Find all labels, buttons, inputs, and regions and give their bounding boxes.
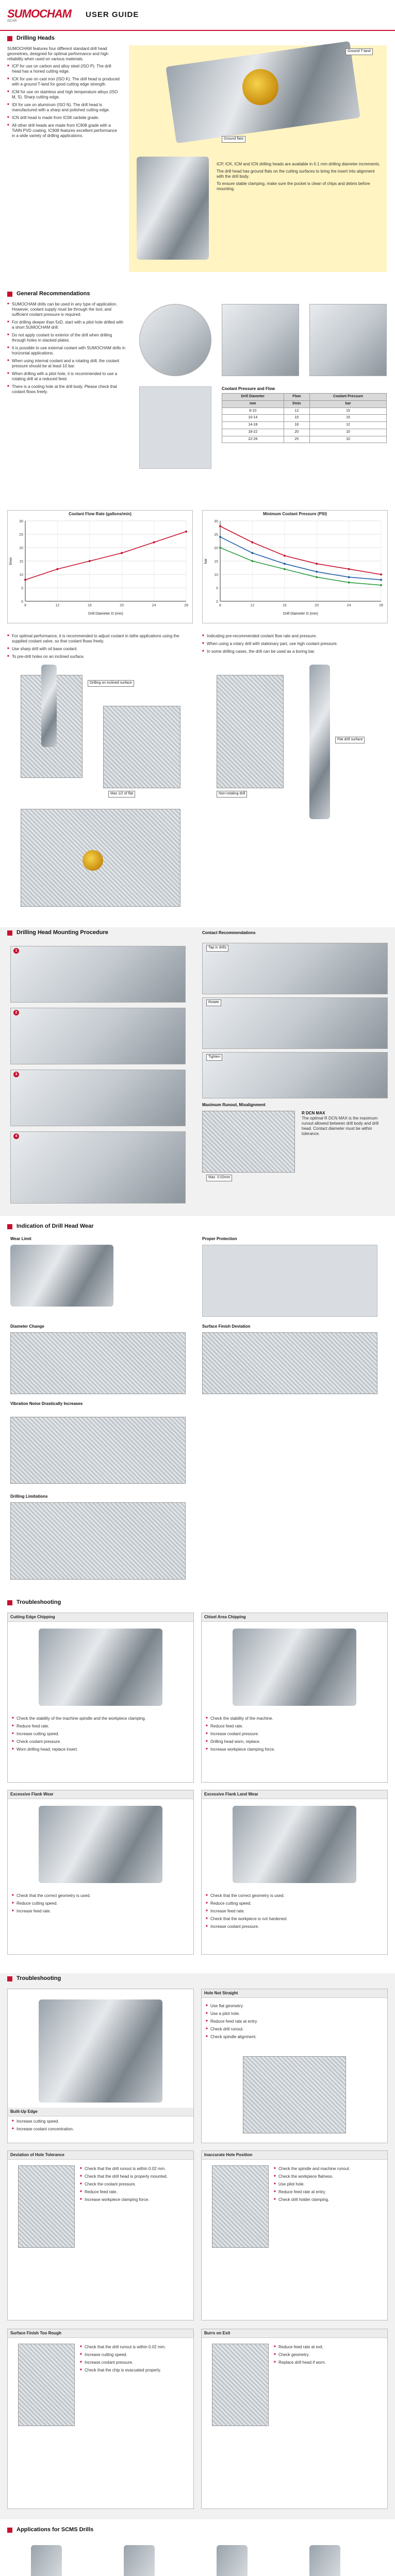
diameter-change-label: Diameter Change bbox=[10, 1324, 44, 1329]
panel-item: ■ Check that the correct geometry is used. bbox=[206, 1893, 384, 1899]
panel-chisel-chipping bbox=[201, 1613, 388, 1783]
table-unit: l/min bbox=[284, 400, 309, 408]
chipping-illustration bbox=[39, 1629, 162, 1706]
panel-title: Built-Up Edge bbox=[8, 2108, 193, 2116]
x-axis-label: Drill Diameter D (mm) bbox=[283, 612, 318, 616]
panel-item: ■ Check the spindle and machine runout. bbox=[274, 2166, 385, 2172]
recs-right bbox=[202, 634, 388, 657]
pressure-chart-svg bbox=[203, 517, 386, 618]
y-axis-label: l/min bbox=[9, 557, 13, 565]
wear-limit-illustration bbox=[10, 1245, 113, 1307]
bullet: ■ SUMOCHAM drills can be used in any type of application. However, coolant supply must be through the tool, and sufficient coolant pressure is required. bbox=[7, 302, 126, 317]
data-point bbox=[121, 552, 123, 554]
drill-body-photo bbox=[222, 304, 299, 376]
bullet: ■ When using a rotary drill with stationary part, use high coolant pressure. bbox=[202, 641, 388, 647]
x-tick-label: 16 bbox=[282, 604, 287, 607]
applications-title: Applications for SCMS Drills bbox=[17, 2527, 94, 2533]
coolant-table-title: Coolant Pressure and Flow bbox=[222, 386, 275, 391]
recs-left bbox=[7, 634, 193, 662]
data-point bbox=[316, 571, 318, 573]
table-cell: 10 bbox=[310, 436, 387, 443]
coolant-nozzle-illustration bbox=[139, 386, 211, 469]
table-row bbox=[222, 436, 387, 443]
panel-hole-not-straight bbox=[201, 1989, 388, 2143]
panel-built-up-edge bbox=[7, 1989, 194, 2143]
panel-item: ■ Increase coolant pressure. bbox=[206, 1924, 384, 1929]
runout-title: Maximum Runout, Misalignment bbox=[202, 1103, 266, 1107]
table-cell: 15 bbox=[310, 408, 387, 415]
table-cell: 12 bbox=[284, 408, 309, 415]
recs-left-bullets bbox=[7, 634, 193, 659]
panel-burrs-on-exit bbox=[201, 2329, 388, 2509]
drill-illustration bbox=[41, 665, 57, 747]
x-tick-label: 12 bbox=[55, 604, 60, 607]
table-cell: 18-22 bbox=[222, 429, 284, 436]
table-cell: 8-10 bbox=[222, 408, 284, 415]
panel-items bbox=[206, 2004, 384, 2042]
panel-item: ■ Reduce feed rate. bbox=[12, 1724, 190, 1729]
mounting-section bbox=[0, 927, 395, 1216]
max-flat-note: Max 1/2 of flat bbox=[108, 791, 135, 798]
panel-items bbox=[274, 2345, 385, 2368]
y-tick-label: 15 bbox=[19, 560, 23, 564]
ground-flats-callout: Ground flats bbox=[222, 136, 245, 143]
panel-item: ■ Check that the workpiece is not hardened. bbox=[206, 1917, 384, 1922]
panel-title: Deviation of Hole Tolerance bbox=[8, 2151, 193, 2160]
panel-item: ■ Use a pilot hole. bbox=[206, 2011, 384, 2016]
mount-step-1 bbox=[10, 946, 186, 1003]
drilling-heads-notes bbox=[217, 162, 382, 194]
table-row bbox=[222, 415, 387, 422]
drilling-heads-section bbox=[0, 33, 395, 280]
drilling-heads-title: Drilling Heads bbox=[17, 35, 55, 41]
panel-title: Surface Finish Too Rough bbox=[8, 2329, 193, 2338]
wear-indication-section bbox=[0, 1221, 395, 1592]
troubleshooting-1-title: Troubleshooting bbox=[17, 1599, 61, 1605]
panel-item: ■ Increase cutting speed. bbox=[12, 1732, 190, 1737]
data-point bbox=[56, 568, 58, 570]
wear-heading bbox=[0, 1221, 395, 1232]
y-axis-label: bar bbox=[204, 558, 208, 564]
bullet: ■ There is a cooling hole at the drill body. Please check that coolant flows freely. bbox=[7, 384, 126, 395]
bullet: ■ ICP for use on carbon and alloy steel (ISO P). The drill head has a honed cutting edge. bbox=[7, 64, 121, 74]
flank-land-illustration bbox=[233, 1806, 356, 1883]
x-tick-label: 28 bbox=[184, 604, 188, 607]
y-tick-label: 15 bbox=[214, 560, 218, 564]
page-header bbox=[0, 0, 395, 31]
protection-illustration bbox=[202, 1245, 377, 1317]
bullet: ■ IDI for use on aluminum (ISO N). The drill head is manufactured with a sharp and polished cutting edge. bbox=[7, 103, 121, 113]
x-tick-label: 24 bbox=[347, 604, 351, 607]
panel-items bbox=[80, 2166, 191, 2205]
page-title: USER GUIDE bbox=[86, 10, 139, 19]
surface-finish-illustration bbox=[202, 1332, 377, 1394]
bullet: ■ In some drilling cases, the drill can be used as a boring bar. bbox=[202, 649, 388, 654]
data-point bbox=[89, 560, 91, 562]
step-badge: 2 bbox=[13, 1010, 19, 1015]
wear-title: Indication of Drill Head Wear bbox=[17, 1223, 94, 1229]
x-tick-label: 20 bbox=[120, 604, 124, 607]
x-tick-label: 8 bbox=[24, 604, 26, 607]
proper-protection-label: Proper Protection bbox=[202, 1236, 237, 1241]
long-drill-illustration bbox=[309, 665, 330, 819]
panel-item: ■ Check the stability of the machine. bbox=[206, 1716, 384, 1721]
series-line bbox=[220, 548, 381, 585]
troubleshooting-1-section bbox=[0, 1597, 395, 1968]
panel-hole-tolerance bbox=[7, 2150, 194, 2320]
panel-item: ■ Increase workpiece clamping force. bbox=[206, 1747, 384, 1752]
bullet: ■ When drilling with a pilot hole, it is recommended to use a rotating drill at a reduced feed. bbox=[7, 371, 126, 382]
data-point bbox=[284, 555, 286, 557]
panel-flank-land-wear bbox=[201, 1790, 388, 1955]
section-marker bbox=[7, 1224, 12, 1229]
drilling-heads-intro: SUMOCHAM features four different standard drill head geometries, designed for optimal performance and high reliability when used on various materials. bbox=[7, 46, 109, 61]
contact-photo-3 bbox=[202, 1052, 388, 1098]
step-badge: 4 bbox=[13, 1133, 19, 1139]
table-cell: 18 bbox=[284, 422, 309, 429]
insert-detail bbox=[83, 850, 103, 871]
panel-items bbox=[80, 2345, 191, 2376]
x-tick-label: 16 bbox=[87, 604, 92, 607]
section-marker bbox=[7, 2528, 12, 2533]
table-cell: 10 bbox=[310, 429, 387, 436]
side-note: The drill head has ground flats on the cutting surfaces to bring the insert into alignment with the drill body. bbox=[217, 169, 375, 179]
tolerance-illustration bbox=[18, 2165, 75, 2248]
table-cell: 14-18 bbox=[222, 422, 284, 429]
coolant-charts-section bbox=[0, 510, 395, 629]
check-text: The optimal R DCN MAX is the maximum runout allowed between drill body and drill head. Contact diameter must be within tolerance. bbox=[302, 1116, 378, 1136]
panel-item: ■ Check the workpiece flatness. bbox=[274, 2174, 385, 2179]
panel-item: ■ Increase coolant pressure. bbox=[80, 2360, 191, 2365]
side-note: To ensure stable clamping, make sure the pocket is clean of chips and debris before mounting. bbox=[217, 181, 370, 191]
contact-label: Rotate bbox=[206, 999, 221, 1006]
application-drill-1 bbox=[31, 2545, 62, 2576]
data-point bbox=[24, 579, 26, 581]
bullet: ■ Do not apply coolant to exterior of the drill when drilling through holes in stacked plates. bbox=[7, 333, 126, 343]
panel-item: ■ Check coolant pressure. bbox=[12, 1739, 190, 1744]
drilling-limitations-illustration bbox=[10, 1502, 186, 1580]
step-badge: 1 bbox=[13, 948, 19, 954]
panel-item: ■ Check the coolant pressure. bbox=[80, 2182, 191, 2187]
panel-item: ■ Increase feed rate. bbox=[12, 1909, 190, 1914]
y-tick-label: 0 bbox=[216, 600, 218, 604]
flow-rate-chart-svg bbox=[8, 517, 191, 618]
y-tick-label: 0 bbox=[21, 600, 23, 604]
diameter-change-illustration bbox=[10, 1332, 186, 1394]
panel-title: Chisel Area Chipping bbox=[202, 1613, 387, 1622]
drill-head-side-illustration bbox=[137, 157, 209, 260]
data-point bbox=[316, 563, 318, 565]
data-point bbox=[380, 584, 382, 586]
y-tick-label: 20 bbox=[214, 547, 218, 550]
data-point bbox=[380, 573, 382, 575]
check-box bbox=[302, 1111, 387, 1139]
burrs-illustration bbox=[212, 2344, 269, 2426]
drilling-heads-bullets bbox=[7, 64, 121, 139]
runout-note: Max. 0.02mm bbox=[206, 1175, 232, 1181]
panel-item: ■ Use pilot hole. bbox=[274, 2182, 385, 2187]
panel-item: ■ Reduce feed rate. bbox=[80, 2190, 191, 2195]
table-cell: 12 bbox=[310, 422, 387, 429]
panel-item: ■ Use flat geometry. bbox=[206, 2004, 384, 2009]
surface-illustration bbox=[18, 2344, 75, 2426]
data-point bbox=[219, 547, 221, 549]
table-row bbox=[222, 429, 387, 436]
data-point bbox=[284, 563, 286, 565]
vibration-illustration bbox=[10, 1417, 186, 1484]
table-row bbox=[222, 422, 387, 429]
table-row bbox=[222, 408, 387, 415]
y-tick-label: 10 bbox=[19, 573, 23, 577]
panel-item: ■ Increase workpiece clamping force. bbox=[80, 2197, 191, 2202]
hole-straight-illustration bbox=[243, 2056, 346, 2133]
troubleshooting-1-heading bbox=[0, 1597, 395, 1608]
inclined-label: Drilling on inclined surface bbox=[88, 680, 134, 687]
table-cell: 25 bbox=[284, 436, 309, 443]
panel-item: ■ Reduce cutting speed. bbox=[206, 1901, 384, 1906]
applications-section bbox=[0, 2524, 395, 2576]
panel-item: ■ Increase feed rate. bbox=[206, 1909, 384, 1914]
insert-illustration bbox=[242, 69, 278, 105]
troubleshooting-2-title: Troubleshooting bbox=[17, 1975, 61, 1981]
x-tick-label: 20 bbox=[315, 604, 319, 607]
drilling-heads-text bbox=[7, 46, 121, 141]
x-tick-label: 24 bbox=[152, 604, 156, 607]
x-axis-label: Drill Diameter D (mm) bbox=[88, 612, 123, 616]
y-tick-label: 30 bbox=[19, 520, 23, 523]
mounting-heading bbox=[0, 927, 395, 939]
panel-title: Excessive Flank Wear bbox=[8, 1790, 193, 1799]
section-marker bbox=[7, 1976, 12, 1981]
x-tick-label: 12 bbox=[250, 604, 255, 607]
table-header: Drill Diameter bbox=[222, 394, 284, 401]
contact-title: Contact Recommendations bbox=[202, 930, 256, 935]
y-tick-label: 5 bbox=[21, 587, 23, 590]
bullet: ■ Use sharp drill with oil base coolant. bbox=[7, 647, 193, 652]
panel-item: ■ Worn drilling head; replace insert. bbox=[12, 1747, 190, 1752]
x-tick-label: 28 bbox=[379, 604, 383, 607]
table-header: Flow bbox=[284, 394, 309, 401]
general-heading bbox=[0, 289, 395, 300]
x-tick-label: 8 bbox=[219, 604, 221, 607]
panel-item: ■ Check that the drill runout is within 0.02 mm. bbox=[80, 2345, 191, 2350]
panel-item: ■ Reduce feed rate at entry. bbox=[206, 2019, 384, 2024]
table-cell: 10-14 bbox=[222, 415, 284, 422]
data-point bbox=[348, 568, 350, 570]
panel-cutting-edge-chipping bbox=[7, 1613, 194, 1783]
y-tick-label: 5 bbox=[216, 587, 218, 590]
data-point bbox=[316, 576, 318, 578]
panel-title: Burrs on Exit bbox=[202, 2329, 387, 2338]
panel-title: Excessive Flank Land Wear bbox=[202, 1790, 387, 1799]
mount-step-3 bbox=[10, 1070, 186, 1126]
panel-title: Cutting Edge Chipping bbox=[8, 1613, 193, 1622]
panel-items bbox=[274, 2166, 385, 2205]
data-point bbox=[219, 536, 221, 538]
y-tick-label: 20 bbox=[19, 547, 23, 550]
data-point bbox=[219, 525, 221, 527]
mount-step-2 bbox=[10, 1008, 186, 1064]
section-marker bbox=[7, 292, 12, 297]
logo-sub: ISCAR bbox=[7, 19, 17, 23]
application-drill-2 bbox=[124, 2545, 155, 2576]
panel-item: ■ Check spindle alignment. bbox=[206, 2035, 384, 2040]
table-cell: 15 bbox=[310, 415, 387, 422]
panel-item: ■ Check drill runout. bbox=[206, 2027, 384, 2032]
panel-item: ■ Drilling head worn, replace. bbox=[206, 1739, 384, 1744]
pressure-chart bbox=[202, 510, 388, 623]
chart-title: Minimum Coolant Pressure (PSI) bbox=[262, 512, 327, 516]
step-badge: 3 bbox=[13, 1072, 19, 1077]
chart-title: Coolant Flow Rate (gallons/min) bbox=[69, 512, 131, 516]
panel-items bbox=[12, 2119, 190, 2134]
wear-limit-label: Wear Limit bbox=[10, 1236, 31, 1241]
data-point bbox=[284, 568, 286, 570]
panel-item: ■ Reduce feed rate at exit. bbox=[274, 2345, 385, 2350]
panel-title: Hole Not Straight bbox=[202, 1989, 387, 1998]
table-unit: bar bbox=[310, 400, 387, 408]
section-marker bbox=[7, 1600, 12, 1605]
non-rotating-label: Non-rotating drill bbox=[217, 791, 247, 798]
bullet: ■ ICK for use on cast iron (ISO K). The drill head is produced with a ground T-land for good cutting edge strength. bbox=[7, 77, 121, 87]
non-rotating-illustration bbox=[217, 675, 284, 788]
vibration-label: Vibration Noise Drastically Increases bbox=[10, 1401, 83, 1406]
panel-items bbox=[12, 1893, 190, 1917]
drill-end-photo bbox=[139, 304, 211, 376]
logo-text: SUMOCHAM bbox=[7, 7, 71, 20]
panel-item: ■ Check geometry. bbox=[274, 2352, 385, 2358]
coolant-table bbox=[222, 393, 387, 443]
panel-item: ■ Check drill holder clamping. bbox=[274, 2197, 385, 2202]
panel-item: ■ Increase coolant concentration. bbox=[12, 2127, 190, 2132]
bullet: ■ For drilling deeper than 5xD, start with a pilot hole drilled with a short SUMOCHAM drill. bbox=[7, 320, 126, 330]
surface-finish-label: Surface Finish Deviation bbox=[202, 1324, 251, 1329]
bullet: ■ ICM for use on stainless and high temperature alloys (ISO M, S). Sharp cutting edge. bbox=[7, 90, 121, 100]
mount-step-4 bbox=[10, 1131, 186, 1204]
side-note: ICP, ICK, ICM and ICN drilling heads are available in 0.1 mm drilling diameter increments. bbox=[217, 162, 381, 166]
y-tick-label: 25 bbox=[19, 533, 23, 537]
bullet: ■ ICN drill head is made from IC08 carbide grade. bbox=[7, 115, 121, 121]
panel-items bbox=[12, 1716, 190, 1755]
flank-wear-illustration bbox=[39, 1806, 162, 1883]
general-recommendations-section bbox=[0, 289, 395, 505]
general-bullets bbox=[7, 302, 126, 395]
table-header: Coolant Pressure bbox=[310, 394, 387, 401]
data-point bbox=[251, 552, 253, 554]
bullet: ■ It is possible to use external coolant with SUMOCHAM drills in horizontal applications. bbox=[7, 346, 126, 356]
table-cell: 20 bbox=[284, 429, 309, 436]
flat-surface-illustration bbox=[103, 706, 180, 788]
panel-excessive-flank-wear bbox=[7, 1790, 194, 1955]
mounting-title: Drilling Head Mounting Procedure bbox=[17, 929, 108, 936]
panel-item: ■ Reduce feed rate at entry. bbox=[274, 2190, 385, 2195]
logo bbox=[7, 7, 71, 23]
contact-label: Tighten bbox=[206, 1054, 222, 1061]
panel-title: Inaccurate Hole Position bbox=[202, 2151, 387, 2160]
check-title: R DCN MAX bbox=[302, 1111, 325, 1115]
data-point bbox=[251, 560, 253, 562]
built-up-edge-illustration bbox=[39, 1999, 162, 2103]
panel-item: ■ Replace drill head if worn. bbox=[274, 2360, 385, 2365]
ground-t-land-callout: Ground T-land bbox=[345, 48, 373, 55]
series-line bbox=[220, 526, 381, 574]
flow-rate-chart bbox=[7, 510, 193, 623]
panel-item: ■ Check that the drill head is properly mounted. bbox=[80, 2174, 191, 2179]
table-cell: 15 bbox=[284, 415, 309, 422]
position-illustration bbox=[212, 2165, 269, 2248]
panel-item: ■ Reduce cutting speed. bbox=[12, 1901, 190, 1906]
runout-illustration bbox=[202, 1111, 295, 1173]
data-point bbox=[348, 582, 350, 584]
section-marker bbox=[7, 36, 12, 41]
panel-item: ■ Check the stability of the machine spindle and the workpiece clamping. bbox=[12, 1716, 190, 1721]
flat-surface-note: Flat drill surface bbox=[335, 737, 365, 743]
general-title: General Recommendations bbox=[17, 291, 90, 297]
chisel-illustration bbox=[233, 1629, 356, 1706]
data-point bbox=[153, 541, 155, 544]
contact-photo-2 bbox=[202, 997, 388, 1049]
spindle-photo bbox=[309, 304, 387, 376]
panel-item: ■ Increase cutting speed. bbox=[12, 2119, 190, 2124]
panel-item: ■ Check that the correct geometry is used. bbox=[12, 1893, 190, 1899]
general-text bbox=[7, 302, 126, 397]
data-point bbox=[185, 531, 187, 533]
contact-label: Tap in drills bbox=[206, 945, 228, 952]
contact-photo-1 bbox=[202, 943, 388, 994]
panel-surface-finish bbox=[7, 2329, 194, 2509]
bullet: ■ All other drill heads are made from IC908 grade with a TiAlN PVD coating. IC908 features excellent performance in a wide variety of drilling applications. bbox=[7, 123, 121, 139]
data-point bbox=[251, 541, 253, 544]
troubleshooting-2-heading bbox=[0, 1973, 395, 1985]
application-drill-3 bbox=[217, 2545, 248, 2576]
y-tick-label: 30 bbox=[214, 520, 218, 523]
troubleshooting-2-section bbox=[0, 1973, 395, 2519]
coolant-table-wrap bbox=[222, 386, 387, 443]
recommendations-cont-section bbox=[0, 634, 395, 922]
panel-items bbox=[206, 1716, 384, 1755]
panel-item: ■ Reduce feed rate. bbox=[206, 1724, 384, 1729]
panel-item: ■ Check that the drill runout is within 0.02 mm. bbox=[80, 2166, 191, 2172]
section-marker bbox=[7, 930, 12, 936]
drilling-limitations-label: Drilling Limitations bbox=[10, 1494, 48, 1499]
application-drill-4 bbox=[309, 2545, 340, 2576]
panel-item: ■ Increase cutting speed. bbox=[80, 2352, 191, 2358]
bullet: ■ For optimal performance, it is recommended to adjust coolant in lathe applications using the supplied coolant valve, so that coolant flows freely. bbox=[7, 634, 193, 644]
panel-item: ■ Increase coolant pressure. bbox=[206, 1732, 384, 1737]
table-cell: 22-26 bbox=[222, 436, 284, 443]
data-point bbox=[348, 576, 350, 578]
bullet: ■ When using internal coolant and a rotating drill, the coolant pressure should be at least 10 bar. bbox=[7, 359, 126, 369]
y-tick-label: 10 bbox=[214, 573, 218, 577]
panel-item: ■ Check that the chip is evacuated properly. bbox=[80, 2368, 191, 2373]
series-line bbox=[25, 532, 186, 580]
y-tick-label: 25 bbox=[214, 533, 218, 537]
bullet: ■ To pre-drill holes on an inclined surface. bbox=[7, 654, 193, 659]
recs-right-bullets bbox=[202, 634, 388, 654]
data-point bbox=[380, 579, 382, 581]
applications-heading bbox=[0, 2524, 395, 2536]
table-unit: mm bbox=[222, 400, 284, 408]
bullet: ■ Indicating pre-recommended coolant flow rate and pressure. bbox=[202, 634, 388, 639]
panel-items bbox=[206, 1893, 384, 1932]
panel-hole-position bbox=[201, 2150, 388, 2320]
